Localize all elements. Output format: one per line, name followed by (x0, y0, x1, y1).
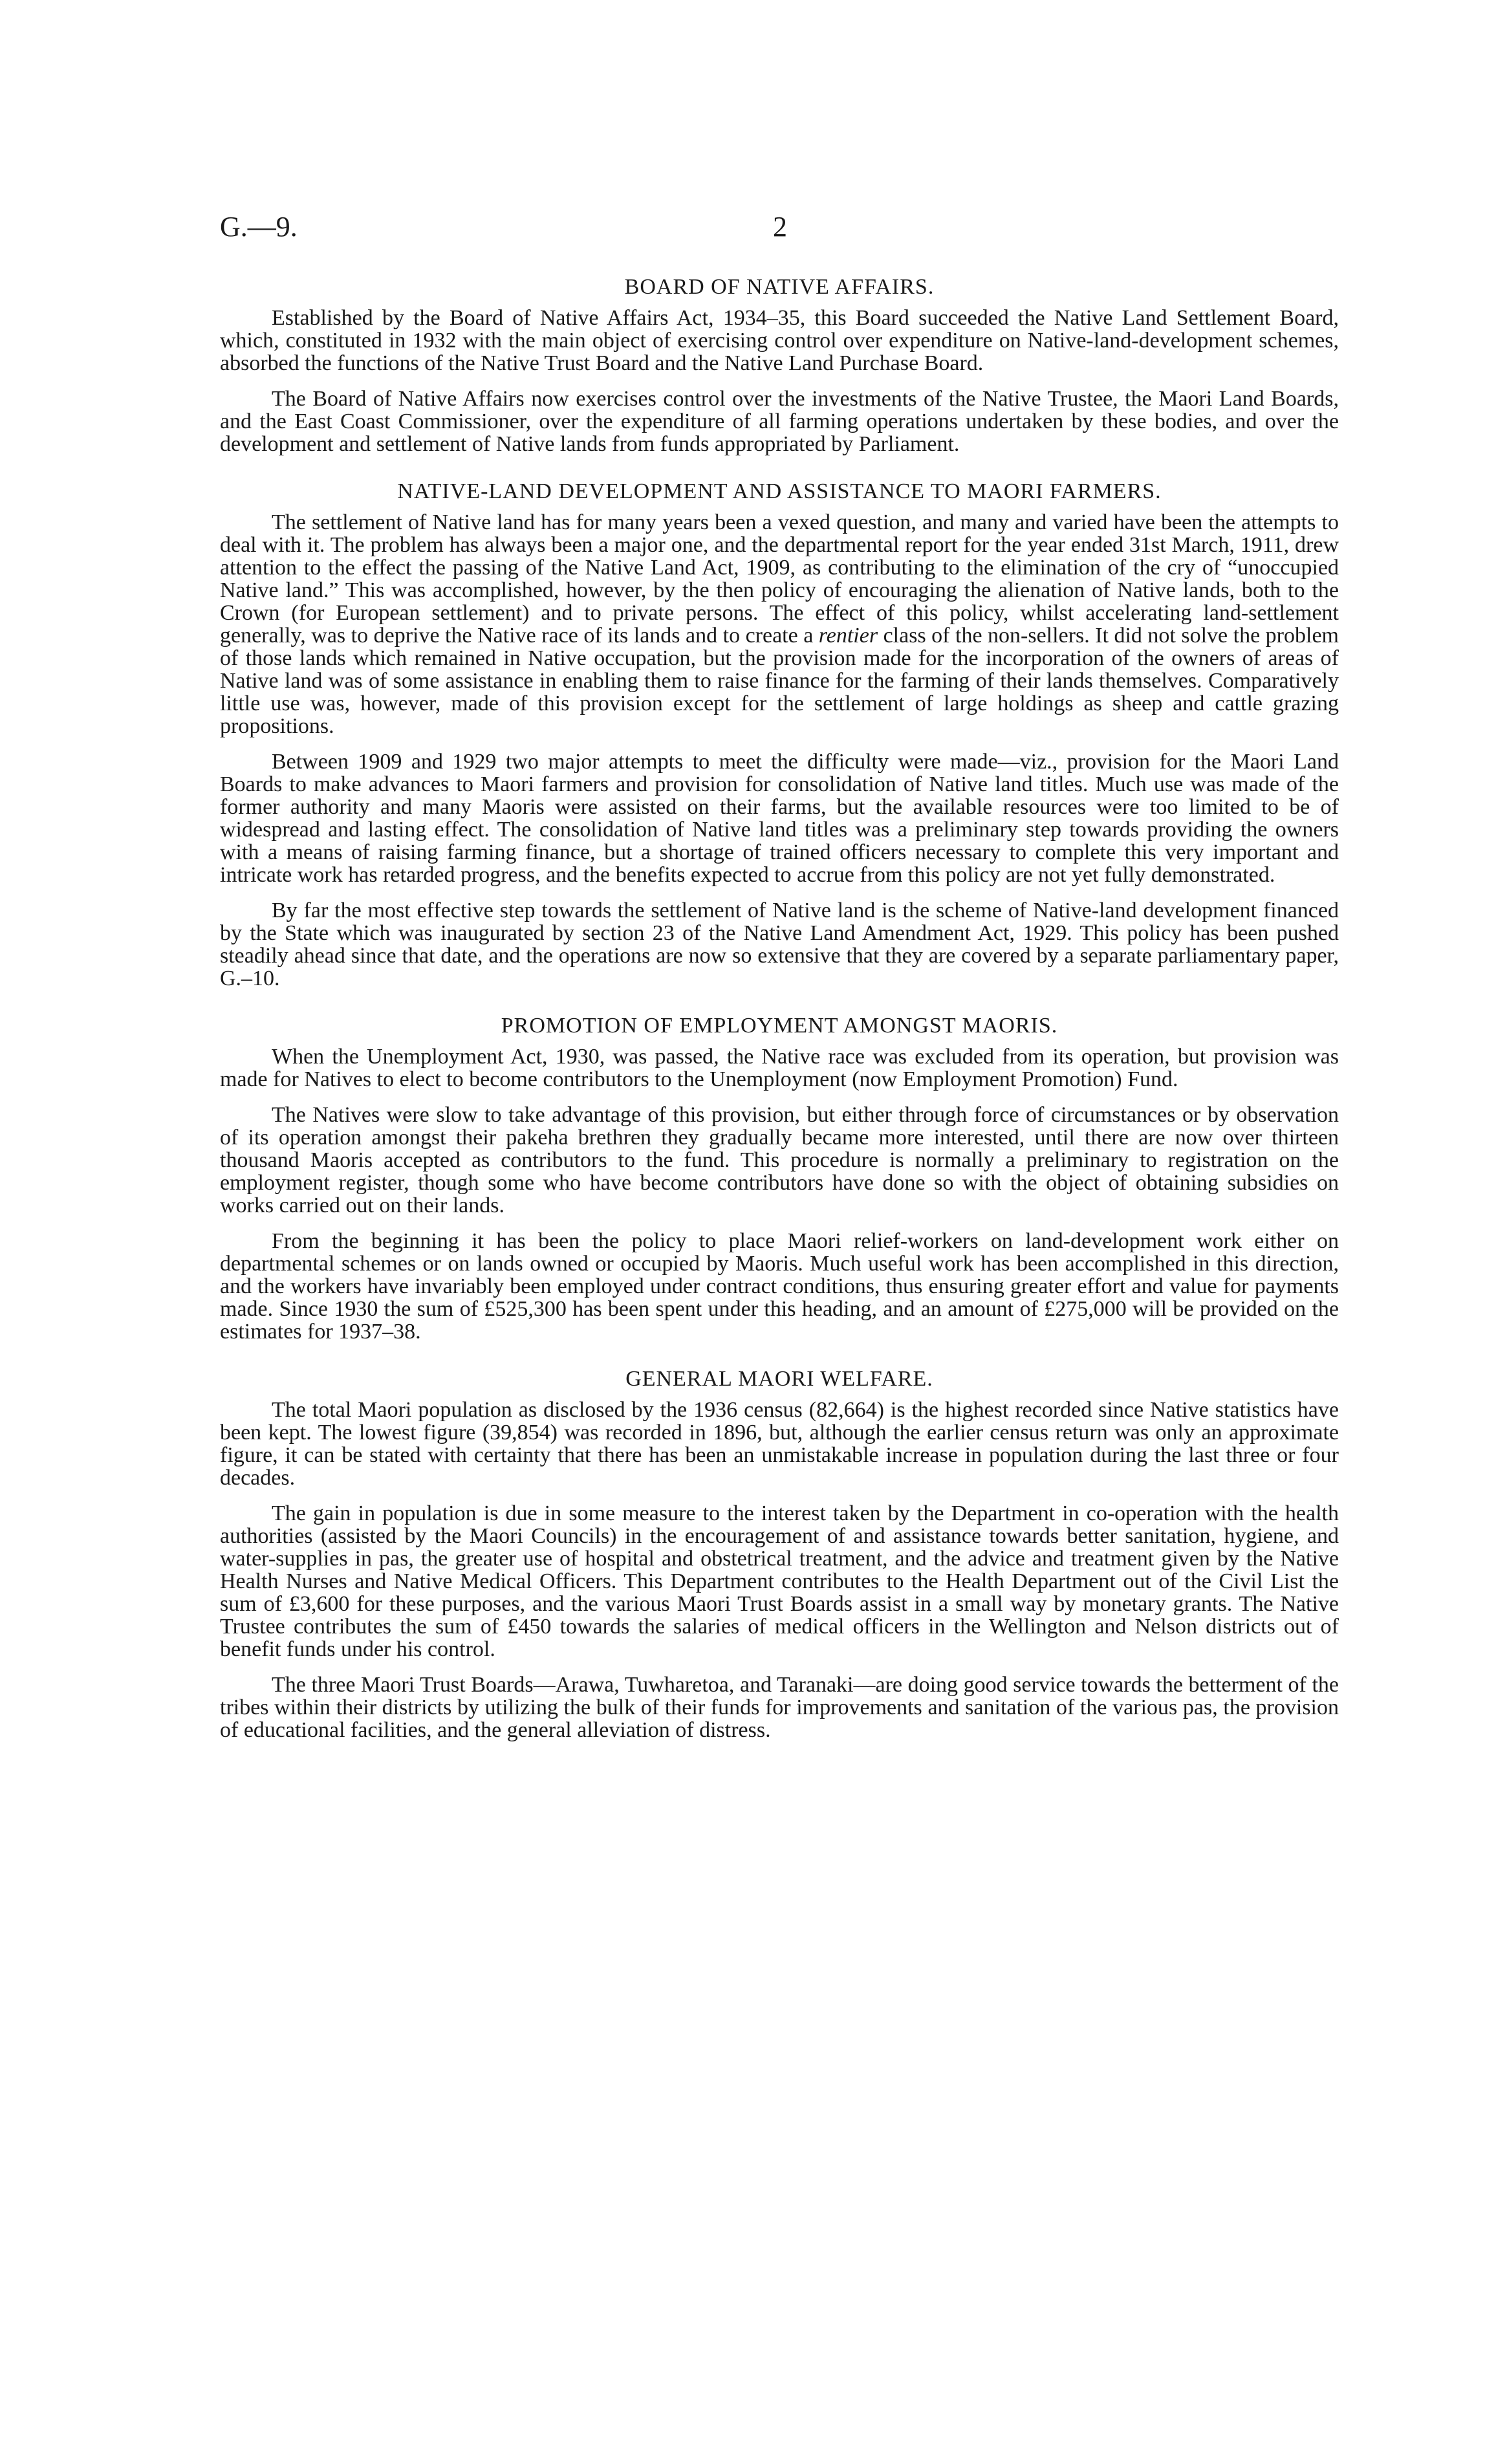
document-id: G.—9. (220, 211, 298, 243)
section-general-maori-welfare (220, 1364, 1339, 1741)
section-heading: NATIVE-LAND DEVELOPMENT AND ASSISTANCE TO MAORI FARMERS. (397, 479, 1162, 503)
section-promotion-of-employment (220, 1010, 1339, 1343)
paragraph: Established by the Board of Native Affairs Act, 1934–35, this Board succeeded the Native Land Settlement Board, which, constituted in 1932 with the main object of exercising control over expenditure on Native-land-development schemes, absorbed the functions of the Native Trust Board and the Native Land Purchase Board. (220, 306, 1339, 375)
paragraph: The total Maori population as disclosed by the 1936 census (82,664) is the highest recorded since Native statistics have been kept. The lowest figure (39,854) was recorded in 1896, but, although the earlier census return was only an approximate figure, it can be stated with certainty that there has been an unmistakable increase in population during the last three or four decades. (220, 1398, 1339, 1490)
section-board-of-native-affairs (220, 272, 1339, 455)
paragraph: The Board of Native Affairs now exercises control over the investments of the Native Trustee, the Maori Land Boards, and the East Coast Commissioner, over the expenditure of all farming operations undertaken by these bodies, and over the development and settlement of Native lands from funds appropriated by Parliament. (220, 387, 1339, 456)
section-heading: GENERAL MAORI WELFARE. (625, 1367, 933, 1391)
paragraph: The Natives were slow to take advantage of this provision, but either through force of circumstances or by observation of its operation amongst their pakeha brethren they gradually became more interested, until there are now over thirteen thousand Maoris accepted as contributors to the fund. This procedure is normally a preliminary to registration on the employment register, though some who have become contributors have done so with the object of obtaining subsidies on works carried out on their lands. (220, 1103, 1339, 1217)
italic-term: rentier (818, 624, 878, 648)
paragraph: When the Unemployment Act, 1930, was passed, the Native race was excluded from its operation, but provision was made for Natives to elect to become contributors to the Unemployment (now Employment Promotion) Fund. (220, 1045, 1339, 1091)
paragraph: From the beginning it has been the policy to place Maori relief-workers on land-development work either on departmental schemes or on lands owned or occupied by Maoris. Much useful work has been accomplished in this direction, and the workers have invariably been employed under contract conditions, thus ensuring greater effort and value for payments made. Since 1930 the sum of £525,300 has been spent under this heading, and an amount of £275,000 will be provided on the estimates for 1937–38. (220, 1229, 1339, 1344)
paragraph: The settlement of Native land has for many years been a vexed question, and many and varied have been the attempts to deal with it. The problem has always been a major one, and the departmental report for the year ended 31st March, 1911, drew attention to the effect the passing of the Native Land Act, 1909, as contributing to the elimination of the cry of “unoccupied Native land.” This was accomplished, however, by the then policy of encouraging the alienation of Native lands, both to the Crown (for European settlement) and to private persons. The effect of this policy, whilst accelerating land-settlement generally, was to deprive the Native race of its lands and to create a rentier class of the non-sellers. It did not solve the problem of those lands which remained in Native occupation, but the provision made for the incorporation of the owners of areas of Native land was of some assistance in enabling them to raise finance for the farming of their lands themselves. Comparatively little use was, however, made of this provision except for the settlement of large holdings as sheep and cattle grazing propositions. (220, 510, 1339, 738)
section-native-land-development (220, 476, 1339, 990)
paragraph: By far the most effective step towards the settlement of Native land is the scheme of Native-land development financed by the State which was inaugurated by section 23 of the Native Land Amendment Act, 1929. This policy has been pushed steadily ahead since that date, and the operations are now so extensive that they are covered by a separate parliamentary paper, G.–10. (220, 899, 1339, 990)
section-heading: PROMOTION OF EMPLOYMENT AMONGST MAORIS. (501, 1014, 1058, 1038)
paragraph: The three Maori Trust Boards—Arawa, Tuwharetoa, and Taranaki—are doing good service towards the betterment of the tribes within their districts by utilizing the bulk of their funds for improvements and sanitation of the various pas, the provision of educational facilities, and the general alleviation of distress. (220, 1673, 1339, 1742)
running-head (220, 210, 1339, 249)
paragraph: The gain in population is due in some measure to the interest taken by the Department in co-operation with the health authorities (assisted by the Maori Councils) in the encouragement of and assistance towards better sanitation, hygiene, and water-supplies in pas, the greater use of hospital and obstetrical treatment, and the advice and treatment given by the Native Health Nurses and Native Medical Officers. This Department contributes to the Health Department out of the Civil List the sum of £3,600 for these purposes, and the various Maori Trust Boards assist in a small way by monetary grants. The Native Trustee contributes the sum of £450 towards the salaries of medical officers in the Wellington and Nelson districts out of benefit funds under his control. (220, 1501, 1339, 1661)
paragraph: Between 1909 and 1929 two major attempts to meet the difficulty were made—viz., provision for the Maori Land Boards to make advances to Maori farmers and provision for consolidation of Native land titles. Much use was made of the former authority and many Maoris were assisted on their farms, but the available resources were too limited to be of widespread and lasting effect. The consolidation of Native land titles was a preliminary step towards providing the owners with a means of raising farming finance, but a shortage of trained officers necessary to complete this very important and intricate work has retarded progress, and the benefits expected to accrue from this policy are not yet fully demonstrated. (220, 750, 1339, 887)
page-number: 2 (773, 211, 787, 243)
section-heading: BOARD OF NATIVE AFFAIRS. (624, 275, 935, 299)
document-body (220, 272, 1339, 1762)
